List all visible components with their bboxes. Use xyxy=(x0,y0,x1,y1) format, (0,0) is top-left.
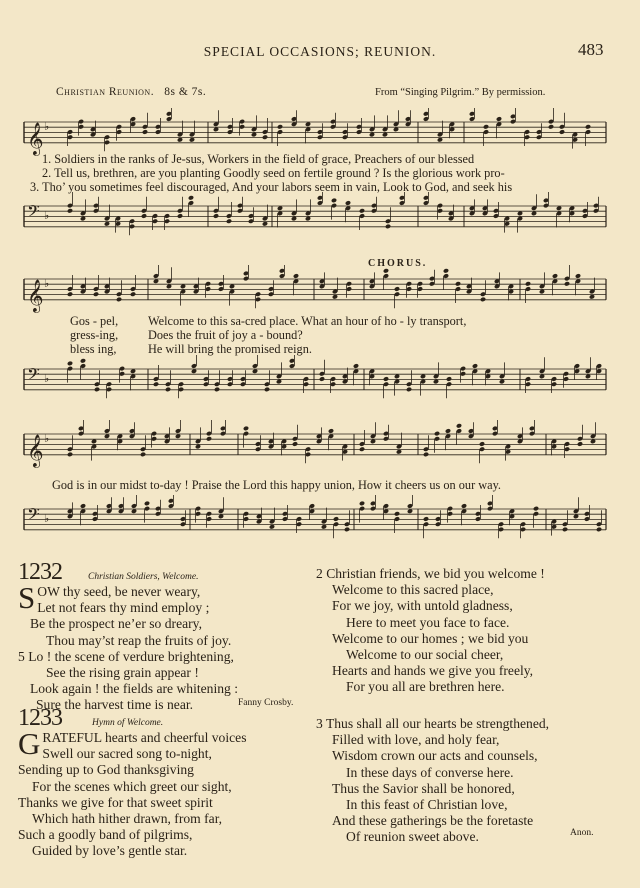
note-head xyxy=(385,224,391,230)
note-head xyxy=(479,441,485,447)
hymn-subtitle: Hymn of Welcome. xyxy=(92,718,164,728)
hymn-line: 5 Lo ! the scene of verdure brightening, xyxy=(18,648,234,664)
note-head xyxy=(80,358,86,364)
note-head xyxy=(264,387,270,393)
tune-title: Christian Reunion. xyxy=(56,86,155,98)
note-head xyxy=(577,441,583,447)
treble-clef-icon: 𝄞 xyxy=(27,278,44,312)
hymn-subtitle: Christian Soldiers, Welcome. xyxy=(88,572,199,582)
bass-clef-icon: 𝄢 xyxy=(27,201,40,225)
note-head xyxy=(93,291,99,297)
note-head xyxy=(345,200,351,206)
note-head xyxy=(277,124,283,130)
note-head xyxy=(423,452,429,458)
hymn-line: Here to meet you face to face. xyxy=(346,614,510,630)
system3-treble-staff xyxy=(0,420,640,480)
note-head xyxy=(359,446,365,452)
hymn-line: For the scenes which greet our sight, xyxy=(32,778,232,794)
hymn-1232 xyxy=(18,559,238,714)
note-head xyxy=(67,208,73,214)
key-flat-icon: ♭ xyxy=(44,372,50,385)
hymn-line: Guided by love’s gentle star. xyxy=(32,843,188,859)
system2-bass-staff xyxy=(0,355,640,415)
hymn-line: 3 Thus shall all our hearts be strengthened, xyxy=(316,716,550,731)
note-head xyxy=(153,381,159,387)
hymn-line: Thou may’st reap the fruits of joy. xyxy=(46,632,232,648)
hymn-number: 1232 xyxy=(18,559,62,585)
note-head xyxy=(533,506,539,512)
key-flat-icon: ♭ xyxy=(44,209,50,222)
note-head xyxy=(331,198,337,204)
note-head xyxy=(344,527,350,533)
note-head xyxy=(496,116,502,122)
hymn-line: In these days of converse here. xyxy=(346,764,514,780)
note-head xyxy=(213,213,219,219)
note-head xyxy=(480,297,486,303)
hymn-line: Swell our sacred song to-night, xyxy=(42,746,212,762)
tune-meter: 8s & 7s. xyxy=(164,86,207,98)
hymn-line: Thus the Savior shall be honored, xyxy=(332,780,515,796)
hymn-line: Hearts and hands we give you freely, xyxy=(332,663,534,679)
note-head xyxy=(394,511,400,517)
hymn-line: For you all are brethren here. xyxy=(346,679,505,695)
key-flat-icon: ♭ xyxy=(44,512,50,525)
treble-clef-icon: 𝄞 xyxy=(27,433,44,467)
note-head xyxy=(206,436,212,442)
note-head xyxy=(328,428,334,434)
note-head xyxy=(461,503,467,509)
hymn-line: Welcome to this sacred place, xyxy=(332,582,494,598)
note-head xyxy=(188,195,194,201)
note-head xyxy=(548,124,554,130)
drop-cap: S xyxy=(18,580,36,615)
key-flat-icon: ♭ xyxy=(44,120,50,133)
note-head xyxy=(130,291,136,297)
key-flat-icon: ♭ xyxy=(44,277,50,290)
note-head xyxy=(406,387,412,393)
drop-cap: G xyxy=(18,726,41,761)
note-head xyxy=(214,387,220,393)
note-head xyxy=(445,428,451,434)
note-head xyxy=(564,281,570,287)
hymn-line: Sending up to God thanksgiving xyxy=(18,762,194,778)
system1-lyric-v2: 2. Tell us, brethren, are you planting Goodly seed on fertile ground ? Is the glorious work pro- xyxy=(42,166,505,180)
note-head xyxy=(67,291,73,297)
note-head xyxy=(333,516,339,522)
tune-credit: From “Singing Pilgrim.” By permission. xyxy=(375,87,546,98)
system3-bass-staff xyxy=(0,495,640,555)
system3-lyric: God is in our midst to-day ! Praise the Lord this happy union, How it cheers us on our way. xyxy=(52,478,501,492)
note-head xyxy=(434,431,440,437)
note-head xyxy=(319,376,325,382)
note-head xyxy=(596,527,602,533)
tune-heading xyxy=(56,86,206,98)
hymn-1233-stanza-3 xyxy=(316,716,549,846)
hymn-line: Let not fears thy mind employ ; xyxy=(37,600,210,616)
note-head xyxy=(292,441,298,447)
note-head xyxy=(525,281,531,287)
hymn-author: Anon. xyxy=(570,828,594,838)
hymn-line: Filled with love, and holy fear, xyxy=(332,732,500,748)
hymn-line: Look again ! the fields are whitening : xyxy=(30,681,238,697)
note-head xyxy=(142,129,148,135)
note-head xyxy=(67,452,73,458)
note-head xyxy=(423,516,429,522)
treble-clef-icon: 𝄞 xyxy=(27,121,44,155)
system2-lyric-left-v1: Gos - pel, xyxy=(70,314,119,328)
hymn-line: And these gatherings be the foretaste xyxy=(332,813,534,829)
hymn-line: For we joy, with untold gladness, xyxy=(332,598,513,614)
chorus-label: CHORUS. xyxy=(368,258,428,269)
note-head xyxy=(144,501,150,507)
system2-lyric-left-v2: gress-ing, xyxy=(70,328,119,342)
note-head xyxy=(165,387,171,393)
note-head xyxy=(559,129,565,135)
note-head xyxy=(359,501,365,507)
system2-lyric-right-v1: Welcome to this sa-cred place. What an hour of ho - ly transport, xyxy=(148,314,467,328)
note-head xyxy=(443,268,449,274)
note-head xyxy=(243,426,249,432)
hymn-1233-stanza-2 xyxy=(316,566,545,696)
note-head xyxy=(116,297,122,303)
note-head xyxy=(177,213,183,219)
hymn-line: Welcome to our social cheer, xyxy=(346,647,504,663)
note-head xyxy=(552,273,558,279)
note-head xyxy=(562,527,568,533)
hymn-line: Sure the harvest time is near. xyxy=(36,697,194,713)
page-number: 483 xyxy=(578,40,604,59)
system2-lyric-right-v2: Does the fruit of joy a - bound? xyxy=(148,328,303,342)
hymn-line: Thanks we give for that sweet spirit xyxy=(18,794,213,810)
hymn-line: Be the prospect ne’er so dreary, xyxy=(30,616,202,632)
bass-clef-icon: 𝄢 xyxy=(27,364,40,388)
note-head xyxy=(575,273,581,279)
system2-lyric-right-v3: He will bring the promised reign. xyxy=(148,342,312,356)
bass-clef-icon: 𝄢 xyxy=(27,504,40,528)
hymn-line: In this feast of Christian love, xyxy=(346,797,508,813)
note-head xyxy=(456,423,462,429)
note-head xyxy=(446,376,452,382)
hymn-line: Of reunion sweet above. xyxy=(346,829,479,845)
system1-lyric-v3: 3. Tho’ you sometimes feel discouraged, And your labors seem in vain, Look to God, and seek his xyxy=(30,180,513,194)
note-head xyxy=(383,268,389,274)
note-head xyxy=(140,452,146,458)
note-head xyxy=(585,124,591,130)
note-head xyxy=(94,387,100,393)
note-head xyxy=(472,363,478,369)
note-head xyxy=(226,218,232,224)
hymn-number: 1233 xyxy=(18,705,62,731)
hymn-author: Fanny Crosby. xyxy=(238,698,294,708)
note-head xyxy=(141,213,147,219)
note-head xyxy=(80,503,86,509)
note-head xyxy=(394,286,400,292)
hymn-line: 2 Christian friends, we bid you welcome ! xyxy=(316,566,545,581)
note-head xyxy=(353,363,359,369)
hymn-line: Welcome to our homes ; we bid you xyxy=(332,630,529,646)
note-head xyxy=(483,124,489,130)
hymn-line: See the rising grain appear ! xyxy=(46,665,199,681)
note-head xyxy=(67,361,73,367)
note-head xyxy=(293,273,299,279)
note-head xyxy=(383,376,389,382)
system1-bass-staff xyxy=(0,192,640,252)
hymn-line: Wisdom crown our acts and counsels, xyxy=(332,748,538,764)
key-flat-icon: ♭ xyxy=(44,432,50,445)
note-head xyxy=(262,134,268,140)
hymn-line: RATEFUL hearts and cheerful voices xyxy=(42,730,247,745)
system2-lyric-left-v3: bless ing, xyxy=(70,342,117,356)
running-title: SPECIAL OCCASIONS; REUNION. xyxy=(203,44,437,59)
system1-lyric-v1: 1. Soldiers in the ranks of Je-sus, Workers in the field of grace, Preachers of our blessed xyxy=(42,152,475,166)
hymn-line: Which hath hither drawn, from far, xyxy=(32,811,223,827)
hymn-line: OW thy seed, be never weary, xyxy=(37,584,201,599)
hymn-line: Such a goodly band of pilgrims, xyxy=(18,827,193,843)
note-head xyxy=(455,281,461,287)
note-head xyxy=(359,208,365,214)
